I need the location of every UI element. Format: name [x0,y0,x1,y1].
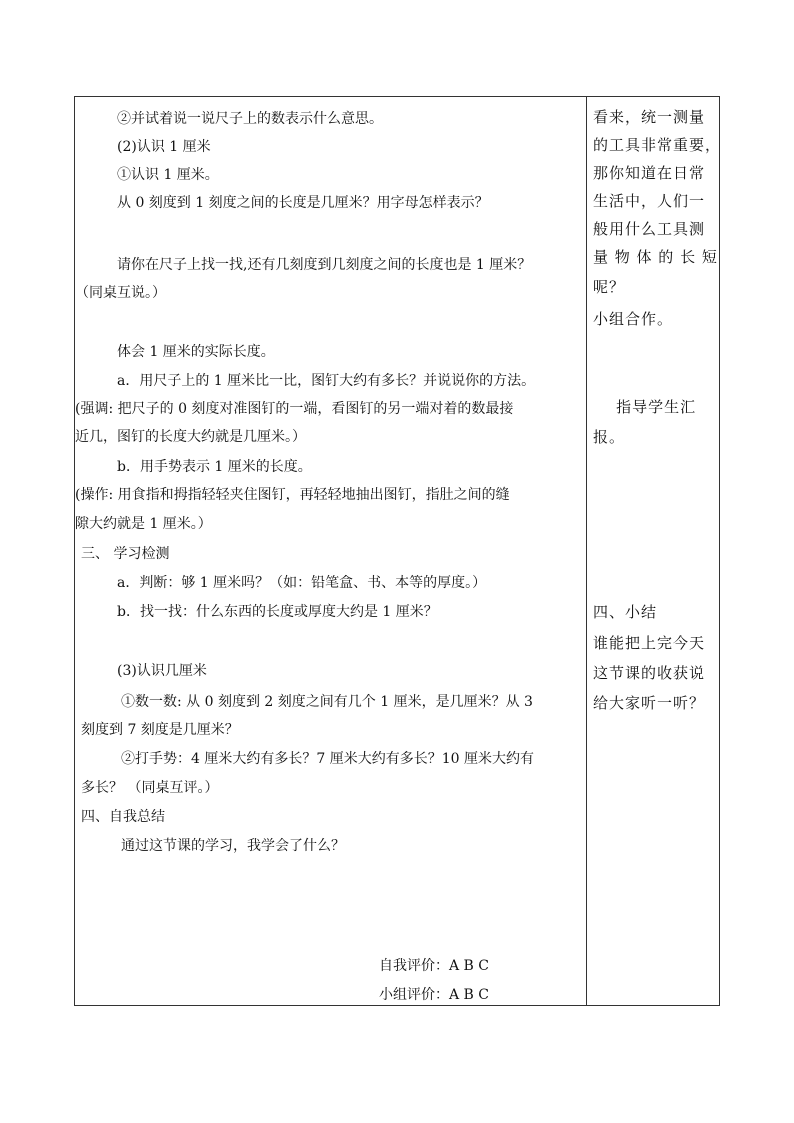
text-line: ②打手势：4 厘米大约有多长？7 厘米大约有多长？10 厘米大约有 [121,751,534,767]
note-line: 给大家听一听？ [593,694,706,712]
group-evaluation: 小组评价：A B C [379,987,490,1003]
text-line: 刻度到 7 刻度是几厘米？ [81,722,239,738]
self-evaluation: 自我评价：A B C [379,958,490,974]
summary-heading: 四、小结 [593,603,658,621]
note-line: 谁能把上完今天 [593,634,706,652]
note-line: 指导学生汇 [593,398,697,416]
text-line: 体会 1 厘米的实际长度。 [117,344,275,360]
text-line: ②并试着说一说尺子上的数表示什么意思。 [117,111,383,127]
note-line: 这节课的收获说 [593,664,706,682]
main-content-column [75,97,586,1005]
note-line: 量 物 体 的 长 短 [593,248,718,266]
text-line: 多长？ （同桌互评。） [81,780,219,796]
text-line: ①数一数: 从 0 刻度到 2 刻度之间有几个 1 厘米，是几厘米？从 3 [121,694,533,710]
section-heading: (3)认识几厘米 [117,663,207,679]
note-line: 生活中，人们一 [593,192,706,210]
text-line: (操作: 用食指和拇指轻轻夹住图钉，再轻轻地抽出图钉，指肚之间的缝 [75,487,510,503]
text-line: 隙大约就是 1 厘米。） [75,516,212,532]
note-line: 呢？ [593,278,626,296]
lesson-table [74,96,720,1006]
text-line: 近几，图钉的长度大约就是几厘米。） [75,429,306,445]
section-heading: (2)认识 1 厘米 [117,139,211,155]
section-heading: 三、 学习检测 [81,546,170,562]
section-heading: 四、自我总结 [81,809,165,825]
text-line: (强调: 把尺子的 0 刻度对准图钉的一端，看图钉的另一端对着的数最接 [75,401,514,417]
note-line: 那你知道在日常 [593,164,706,182]
text-line: （同桌互说。） [75,285,166,301]
text-line: ①认识 1 厘米。 [117,167,219,183]
note-line: 般用什么工具测 [593,220,706,238]
text-line: a．判断：够 1 厘米吗？（如：铅笔盒、书、本等的厚度。） [117,575,487,591]
note-line: 小组合作。 [593,310,674,328]
text-line: 通过这节课的学习，我学会了什么？ [121,838,345,854]
text-line: b．找一找：什么东西的长度或厚度大约是 1 厘米？ [117,604,438,620]
text-line: b．用手势表示 1 厘米的长度。 [117,459,312,475]
note-line: 报。 [593,428,626,446]
text-line: a．用尺子上的 1 厘米比一比，图钉大约有多长？并说说你的方法。 [117,373,536,389]
teacher-notes-column [587,97,720,1005]
question-line: 从 0 刻度到 1 刻度之间的长度是几厘米？用字母怎样表示？ [117,195,489,211]
note-line: 的工具非常重要， [593,136,722,154]
note-line: 看来，统一测量 [593,108,706,126]
question-line: 请你在尺子上找一找,还有几刻度到几刻度之间的长度也是 1 厘米？ [117,257,532,273]
